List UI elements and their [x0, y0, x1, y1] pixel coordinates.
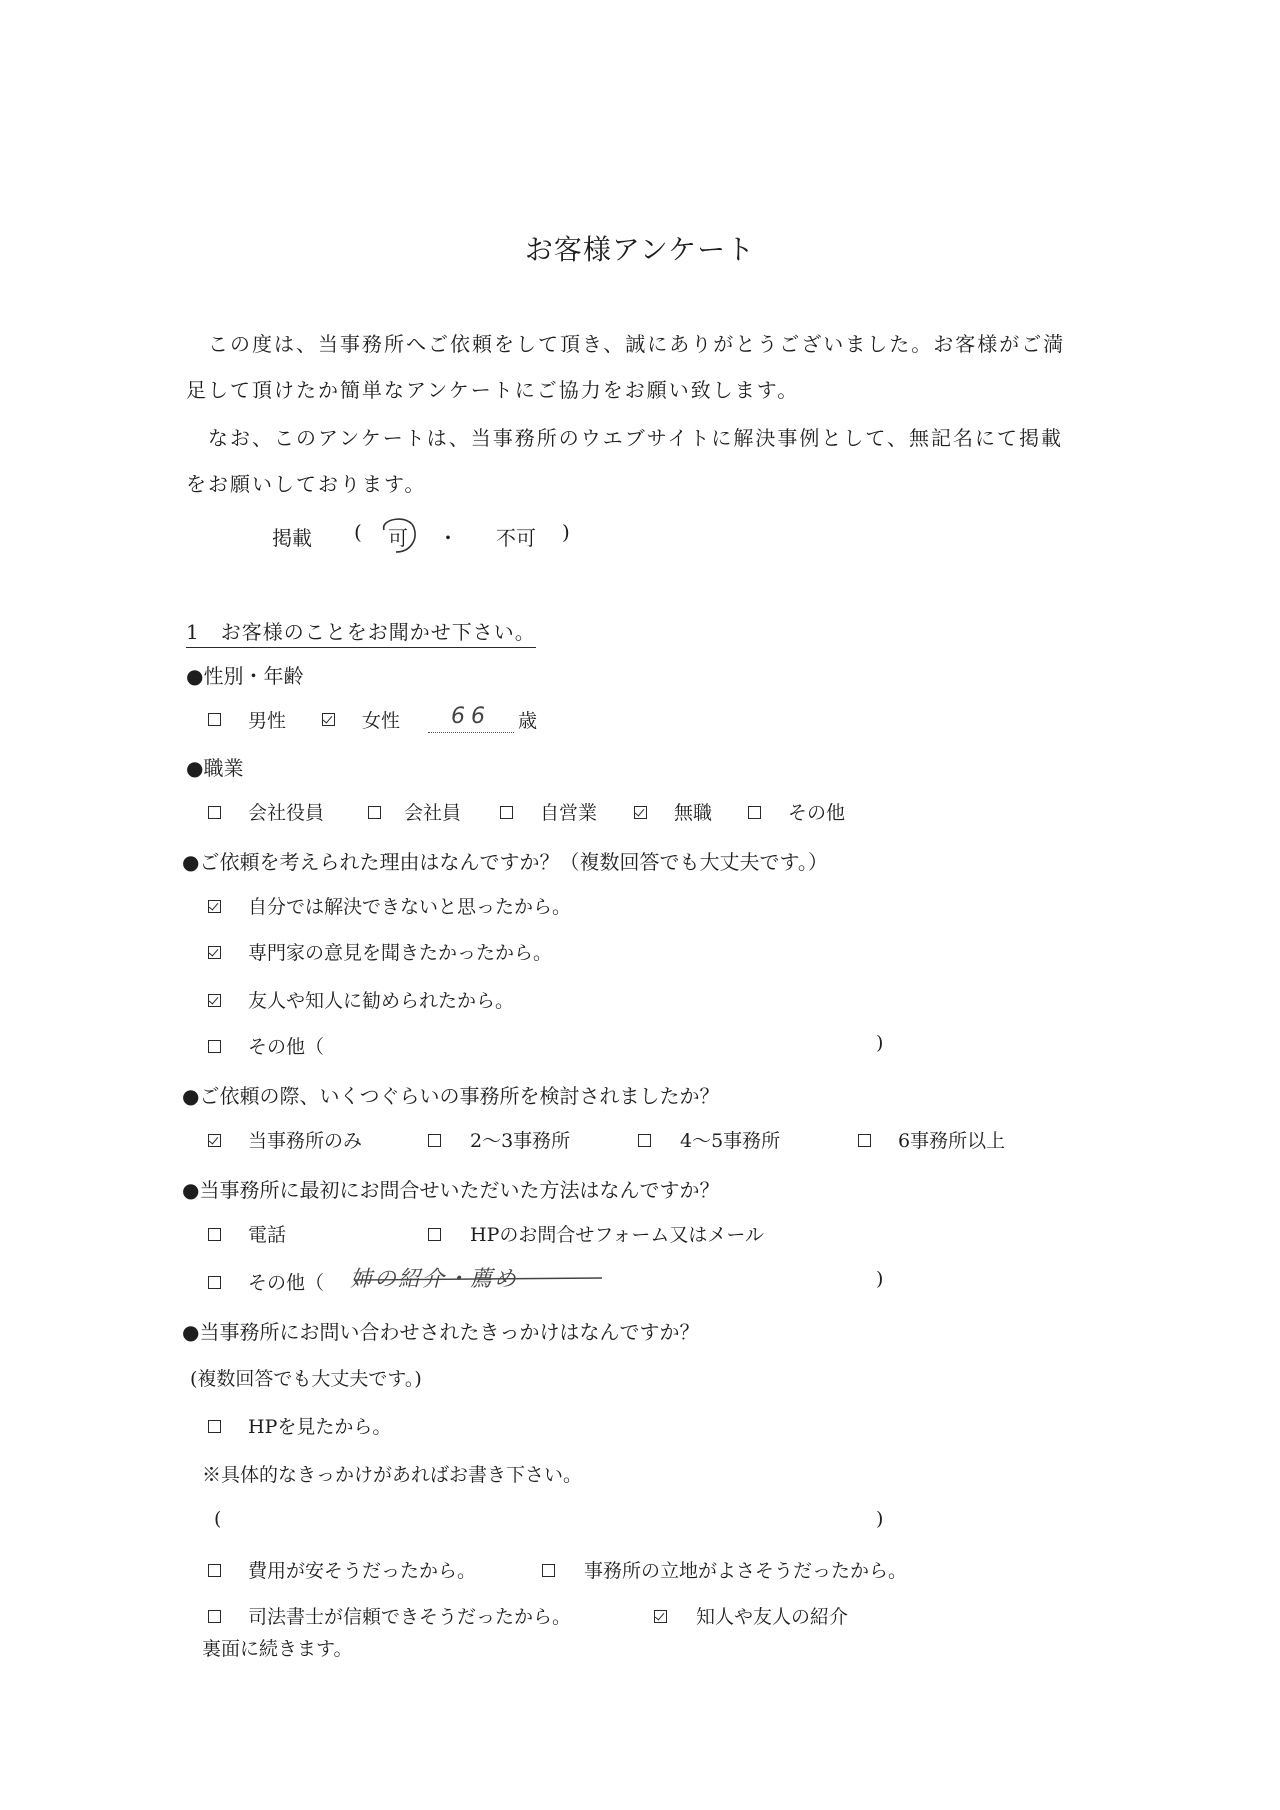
checkbox-reason-recommended[interactable]: [208, 994, 221, 1007]
contact-other-handwritten: 姉の紹介・薦め: [350, 1267, 519, 1292]
intro-line-3: なお、このアンケートは、当事務所のウエブサイトに解決事例として、無記名にて掲載: [208, 426, 1063, 450]
publish-not-allowed[interactable]: 不可: [496, 526, 536, 550]
option-contact-phone: 電話: [248, 1224, 287, 1246]
checkbox-job-unemployed[interactable]: [634, 806, 647, 819]
option-trigger-referral: 知人や友人の紹介: [696, 1606, 849, 1628]
publish-close-paren: ): [562, 520, 570, 544]
checkbox-contact-hp-form[interactable]: [428, 1228, 441, 1241]
checkbox-job-self-employed[interactable]: [500, 806, 513, 819]
option-job-employee: 会社員: [404, 802, 462, 824]
trigger-paren-open: (: [214, 1508, 222, 1530]
trigger-paren-close: ): [876, 1508, 884, 1530]
option-offices-6plus: 6事務所以上: [898, 1130, 1006, 1152]
question-gender-age: ●性別・年齢: [186, 664, 304, 688]
option-reason-expert-opinion: 専門家の意見を聞きたかったから。: [248, 942, 553, 964]
intro-line-4: をお願いしております。: [186, 472, 427, 496]
checkbox-female[interactable]: [322, 713, 335, 726]
intro-line-1: この度は、当事務所へご依頼をして頂き、誠にありがとうございました。お客様がご満: [208, 332, 1066, 356]
option-trigger-cheap: 費用が安そうだったから。: [248, 1560, 477, 1582]
option-offices-only-us: 当事務所のみ: [248, 1130, 363, 1152]
publish-circle-mark: [374, 510, 424, 558]
checkbox-contact-other[interactable]: [208, 1276, 221, 1289]
option-contact-other: その他（: [248, 1272, 325, 1294]
option-offices-4-5: 4〜5事務所: [680, 1130, 781, 1152]
checkbox-trigger-trust[interactable]: [208, 1610, 221, 1623]
option-female: 女性: [362, 710, 401, 732]
reason-other-input[interactable]: [340, 1030, 860, 1060]
publish-label: 掲載: [272, 526, 312, 550]
option-trigger-hp: HPを見たから。: [248, 1416, 392, 1438]
age-value: 66: [451, 704, 491, 729]
checkbox-trigger-cheap[interactable]: [208, 1564, 221, 1577]
checkbox-job-executive[interactable]: [208, 806, 221, 819]
question-job: ●職業: [186, 756, 244, 780]
option-contact-hp-form: HPのお問合せフォーム又はメール: [470, 1224, 765, 1246]
continued-note: 裏面に続きます。: [202, 1638, 353, 1660]
publish-allowed-label: 可: [388, 526, 408, 550]
question-trigger: ●当事務所にお問い合わせされたきっかけはなんですか？: [182, 1320, 700, 1344]
publish-open-paren: (: [354, 520, 362, 544]
checkbox-job-employee[interactable]: [368, 806, 381, 819]
option-job-executive: 会社役員: [248, 802, 325, 824]
intro-line-2: 足して頂けたか簡単なアンケートにご協力をお願い致します。: [186, 378, 800, 402]
trigger-note: ※具体的なきっかけがあればお書き下さい。: [202, 1464, 583, 1486]
publish-separator: ・: [438, 526, 458, 550]
option-reason-recommended: 友人や知人に勧められたから。: [248, 990, 515, 1012]
option-reason-other: その他（: [248, 1036, 325, 1058]
question-reason: ●ご依頼を考えられた理由はなんですか？（複数回答でも大丈夫です。）: [182, 850, 828, 874]
page-title: お客様アンケート: [524, 233, 756, 266]
age-field[interactable]: [428, 704, 514, 733]
checkbox-trigger-location[interactable]: [542, 1564, 555, 1577]
checkbox-contact-phone[interactable]: [208, 1228, 221, 1241]
checkbox-reason-expert-opinion[interactable]: [208, 946, 221, 959]
option-job-unemployed: 無職: [674, 802, 713, 824]
question-offices: ●ご依頼の際、いくつぐらいの事務所を検討されましたか？: [182, 1084, 720, 1108]
checkbox-offices-2-3[interactable]: [428, 1134, 441, 1147]
question-trigger-sub: (複数回答でも大丈夫です。): [190, 1368, 422, 1390]
checkbox-trigger-hp[interactable]: [208, 1420, 221, 1433]
checkbox-trigger-referral[interactable]: [654, 1610, 667, 1623]
checkbox-offices-4-5[interactable]: [638, 1134, 651, 1147]
checkbox-job-other[interactable]: [748, 806, 761, 819]
option-trigger-location: 事務所の立地がよさそうだったから。: [584, 1560, 908, 1582]
option-male: 男性: [248, 710, 287, 732]
strikethrough-mark: [352, 1264, 612, 1298]
trigger-detail-input[interactable]: [236, 1504, 856, 1534]
age-unit: 歳: [518, 710, 538, 732]
option-job-other: その他: [788, 802, 846, 824]
option-offices-2-3: 2〜3事務所: [470, 1130, 571, 1152]
section-1-heading: 1 お客様のことをお聞かせ下さい。: [186, 616, 536, 648]
option-reason-cannot-solve: 自分では解決できないと思ったから。: [248, 896, 572, 918]
question-contact: ●当事務所に最初にお問合せいただいた方法はなんですか？: [182, 1178, 720, 1202]
checkbox-reason-other[interactable]: [208, 1040, 221, 1053]
checkbox-offices-6plus[interactable]: [858, 1134, 871, 1147]
checkbox-male[interactable]: [208, 713, 221, 726]
option-job-self-employed: 自営業: [540, 802, 598, 824]
checkbox-reason-cannot-solve[interactable]: [208, 900, 221, 913]
option-trigger-trust: 司法書士が信頼できそうだったから。: [248, 1606, 572, 1628]
reason-other-close: ): [876, 1032, 884, 1054]
contact-other-close: ): [876, 1268, 884, 1290]
checkbox-offices-only-us[interactable]: [208, 1134, 221, 1147]
